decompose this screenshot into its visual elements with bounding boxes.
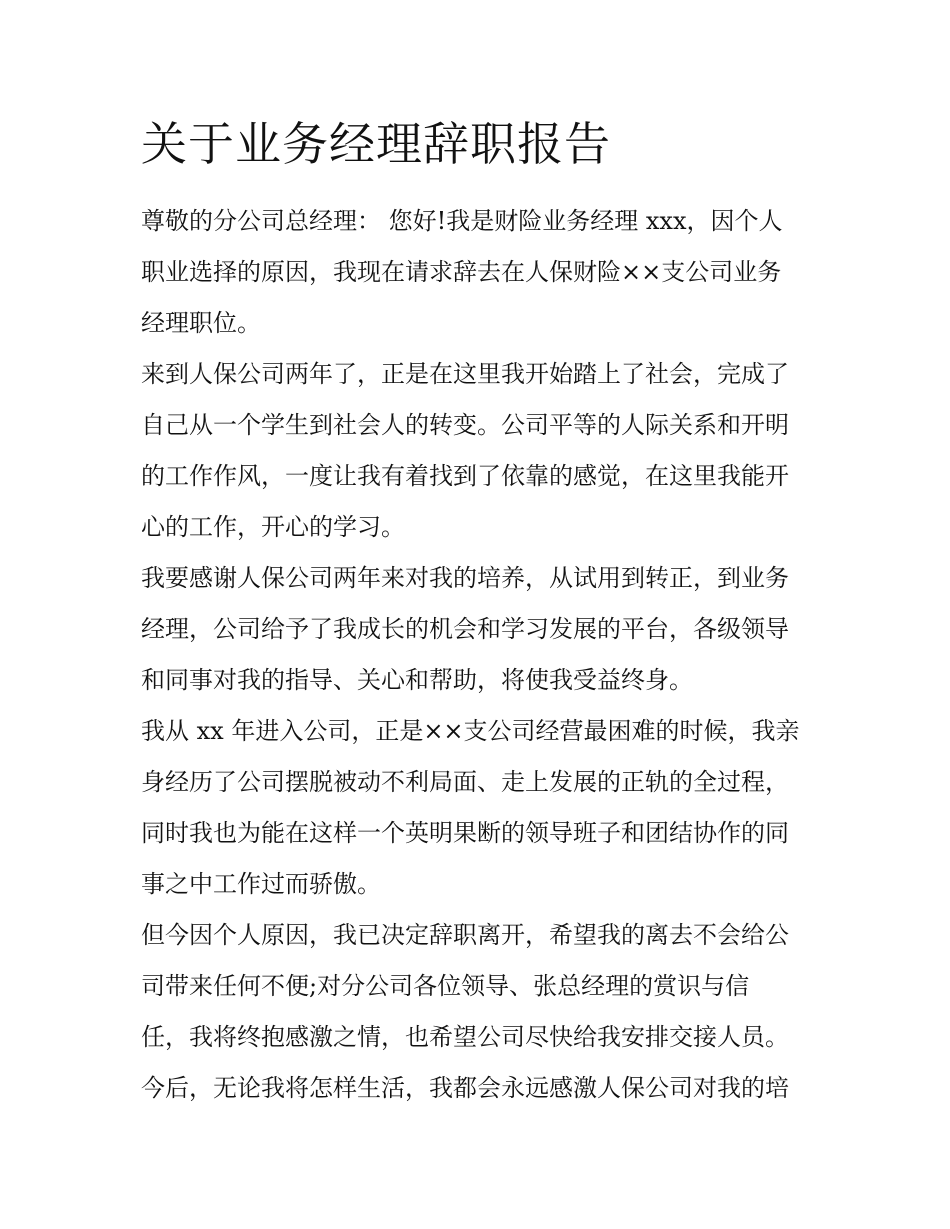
body-line: 今后，无论我将怎样生活，我都会永远感激人保公司对我的培	[141, 1074, 789, 1102]
body-line: 经理职位。	[141, 309, 261, 337]
body-line: 我要感谢人保公司两年来对我的培养，从试用到转正，到业务	[141, 564, 789, 592]
body-line: 任，我将终抱感激之情，也希望公司尽快给我安排交接人员。	[141, 1023, 789, 1051]
body-line: 自己从一个学生到社会人的转变。公司平等的人际关系和开明	[141, 411, 789, 439]
body-line: 和同事对我的指导、关心和帮助，将使我受益终身。	[141, 666, 693, 694]
body-line: 尊敬的分公司总经理： 您好!我是财险业务经理 xxx，因个人	[141, 207, 783, 235]
body-line: 司带来任何不便;对分公司各位领导、张总经理的赏识与信	[141, 972, 750, 1000]
body-line: 职业选择的原因，我现在请求辞去在人保财险××支公司业务	[141, 258, 782, 286]
body-line: 同时我也为能在这样一个英明果断的领导班子和团结协作的同	[141, 819, 789, 847]
document-body	[141, 196, 831, 1114]
body-line: 经理，公司给予了我成长的机会和学习发展的平台，各级领导	[141, 615, 789, 643]
document-title: 关于业务经理辞职报告	[141, 117, 611, 171]
body-line: 心的工作，开心的学习。	[141, 513, 405, 541]
body-line: 身经历了公司摆脱被动不利局面、走上发展的正轨的全过程，	[141, 768, 789, 796]
body-line: 的工作作风，一度让我有着找到了依靠的感觉，在这里我能开	[141, 462, 789, 490]
body-line: 但今因个人原因，我已决定辞职离开，希望我的离去不会给公	[141, 921, 789, 949]
body-line: 事之中工作过而骄傲。	[141, 870, 381, 898]
body-line: 来到人保公司两年了，正是在这里我开始踏上了社会，完成了	[141, 360, 789, 388]
body-line: 我从 xx 年进入公司，正是××支公司经营最困难的时候，我亲	[141, 717, 800, 745]
